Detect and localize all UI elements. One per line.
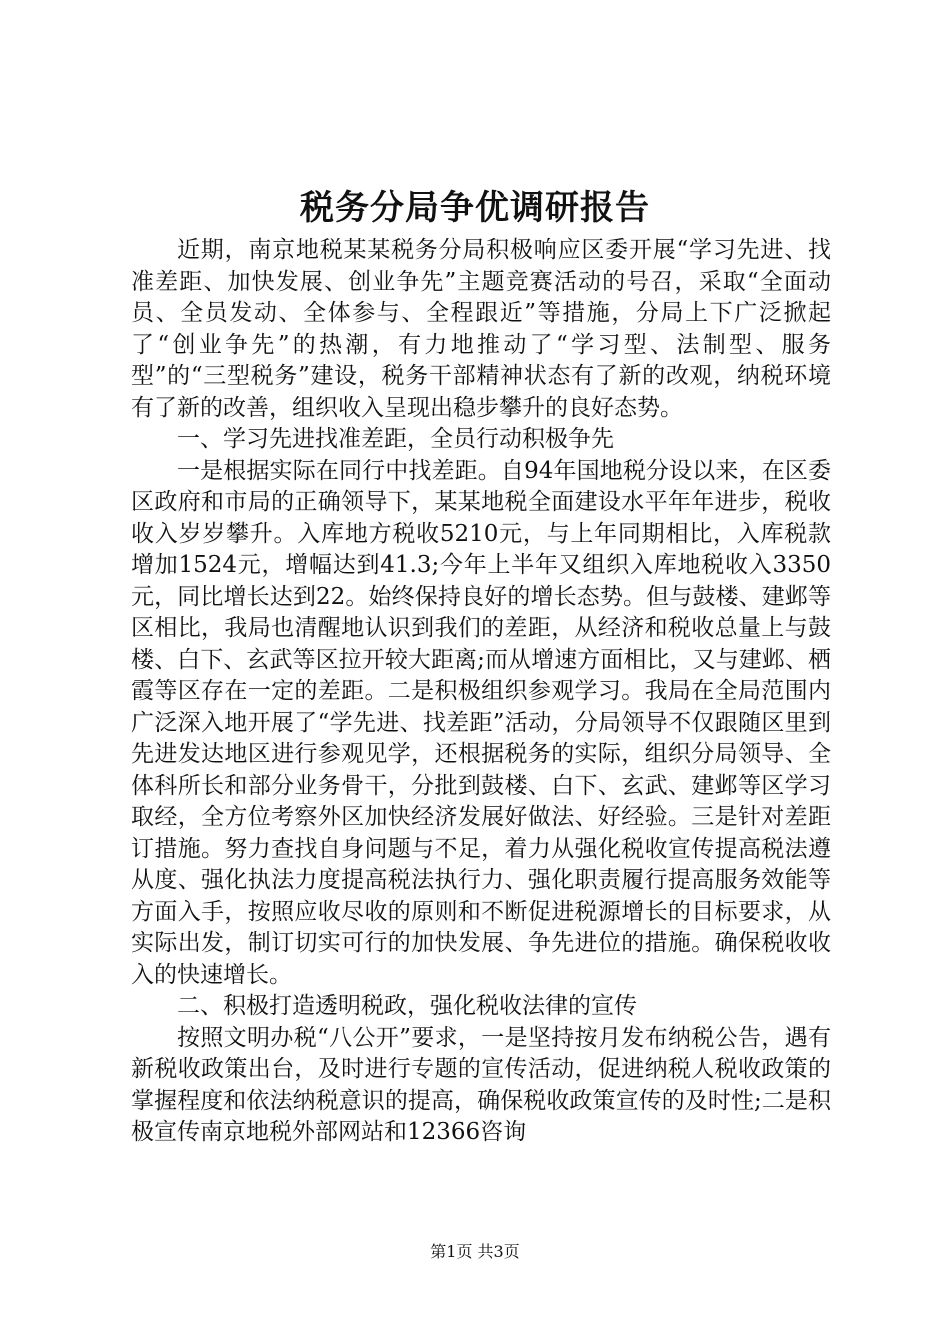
section-heading-2: 二、积极打造透明税政，强化税收法律的宣传	[177, 993, 637, 1019]
page-number-footer: 第1页 共3页	[430, 1242, 520, 1261]
document-body	[131, 235, 831, 1149]
section-heading-1: 一、学习先进找准差距，全员行动积极争先	[177, 426, 614, 452]
section-2-paragraph: 按照文明办税“八公开”要求，一是坚持按月发布纳税公告，遇有新税收政策出台，及时进行专题的宣传活动，促进纳税人税收政策的掌握程度和依法纳税意识的提高，确保税收政策宣传的及时性;二是积极宣传南京地税外部网站和12366咨询	[131, 1024, 831, 1145]
document-title: 税务分局争优调研报告	[300, 188, 650, 228]
section-1-paragraph: 一是根据实际在同行中找差距。自94年国地税分设以来，在区委区政府和市局的正确领导下，某某地税全面建设水平年年进步，税收收入岁岁攀升。入库地方税收5210元，与上年同期相比，入库税款增加1524元，增幅达到41.3;今年上半年又组织入库地税收入3350元，同比增长达到22。始终保持良好的增长态势。但与鼓楼、建邺等区相比，我局也清醒地认识到我们的差距，从经济和税收总量上与鼓楼、白下、玄武等区拉开较大距离;而从增速方面相比，又与建邺、栖霞等区存在一定的差距。二是积极组织参观学习。我局在全局范围内广泛深入地开展了“学先进、找差距”活动，分局领导不仅跟随区里到先进发达地区进行参观见学，还根据税务的实际，组织分局领导、全体科所长和部分业务骨干，分批到鼓楼、白下、玄武、建邺等区学习取经，全方位考察外区加快经济发展好做法、好经验。三是针对差距订措施。努力查找自身问题与不足，着力从强化税收宣传提高税法遵从度、强化执法力度提高税法执行力、强化职责履行提高服务效能等方面入手，按照应收尽收的原则和不断促进税源增长的目标要求，从实际出发，制订切实可行的加快发展、争先进位的措施。确保税收收入的快速增长。	[131, 457, 831, 988]
intro-paragraph: 近期，南京地税某某税务分局积极响应区委开展“学习先进、找准差距、加快发展、创业争先”主题竞赛活动的号召，采取“全面动员、全员发动、全体参与、全程跟近”等措施，分局上下广泛掀起了“创业争先”的热潮，有力地推动了“学习型、法制型、服务型”的“三型税务”建设，税务干部精神状态有了新的改观，纳税环境有了新的改善，组织收入呈现出稳步攀升的良好态势。	[131, 237, 831, 421]
